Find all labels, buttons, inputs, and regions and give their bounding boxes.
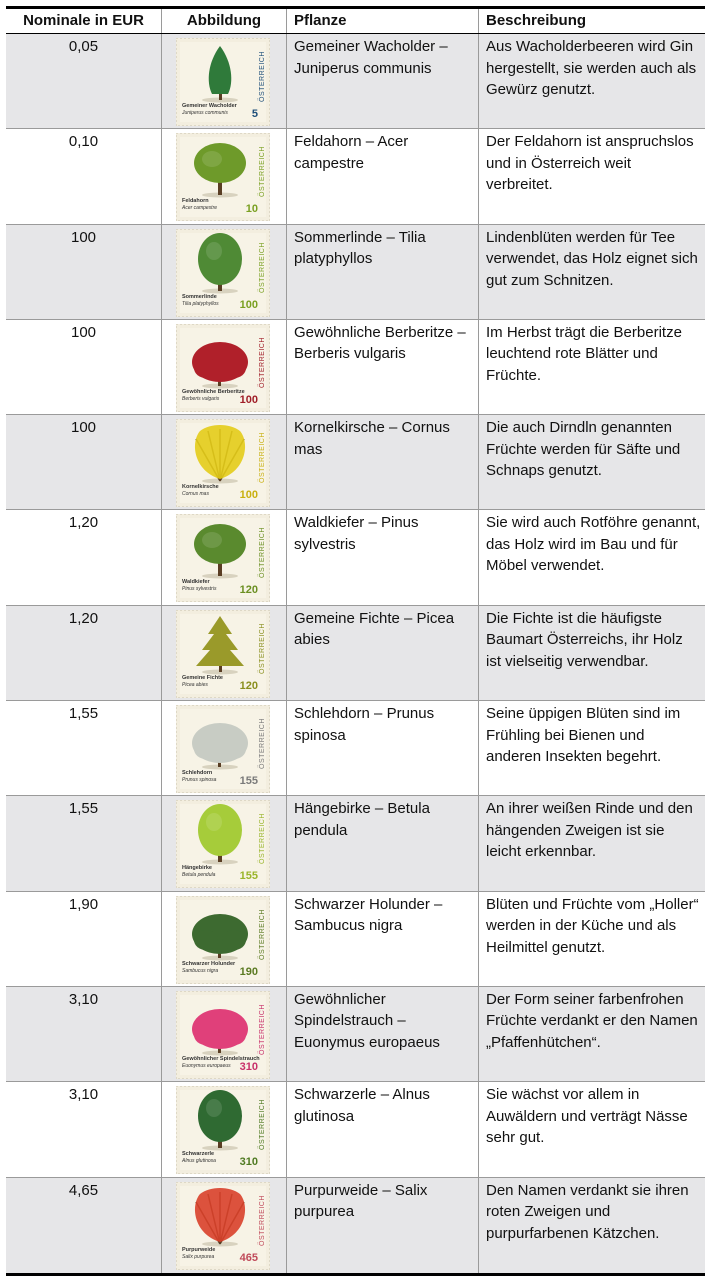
stamp-common-name: Gewöhnlicher Spindelstrauch: [182, 1055, 260, 1062]
plant-description: Die Fichte ist die häufigste Baumart Österreichs, ihr Holz ist vielseitig verwendbar.: [478, 606, 705, 700]
stamp-latin-name: Cornus mas: [182, 491, 209, 498]
stamp-cell: [161, 892, 286, 986]
stamp-denomination: 120: [239, 679, 258, 692]
stamp-cell: [161, 320, 286, 414]
stamp-cell: [161, 606, 286, 700]
stamp-image: [176, 800, 270, 888]
plant-name: Schwarzer Holunder – Sambucus nigra: [286, 892, 478, 986]
stamp-latin-name: Euonymus europaeus: [182, 1062, 231, 1069]
stamp-common-name: Gemeiner Wacholder: [182, 103, 237, 109]
header-abbildung: Abbildung: [161, 9, 286, 33]
stamp-denomination: 155: [239, 775, 258, 788]
stamp-image: [176, 896, 270, 984]
stamp-country: ÖSTERREICH: [259, 432, 266, 484]
stamp-latin-name: Berberis vulgaris: [182, 395, 220, 402]
table-row: [6, 1082, 705, 1177]
stamp-table: [6, 6, 705, 1276]
stamp-cell: [161, 510, 286, 604]
plant-description: Im Herbst trägt die Berberitze leuchtend rote Blätter und Früchte.: [478, 320, 705, 414]
plant-name: Hängebirke – Betula pendula: [286, 796, 478, 890]
nominal-value: 3,10: [68, 1086, 99, 1104]
plant-name: Kornelkirsche – Cornus mas: [286, 415, 478, 509]
stamp-country: ÖSTERREICH: [259, 908, 266, 960]
stamp-latin-name: Juniperus communis: [182, 110, 228, 116]
plant-description: Die auch Dirndln genannten Früchte werden für Säfte und Schnaps genutzt.: [478, 415, 705, 509]
stamp-country: ÖSTERREICH: [259, 51, 266, 102]
plant-description: Sie wächst vor allem in Auwäldern und verträgt Nässe sehr gut.: [478, 1082, 705, 1176]
table-row: [6, 892, 705, 987]
plant-name: Waldkiefer – Pinus sylvestris: [286, 510, 478, 604]
stamp-common-name: Schlehdorn: [182, 770, 213, 777]
nominal-value: 100: [70, 323, 97, 341]
stamp-cell: [161, 129, 286, 223]
stamp-country: ÖSTERREICH: [259, 1099, 266, 1151]
plant-name: Gemeiner Wacholder – Juniperus communis: [286, 34, 478, 128]
stamp-common-name: Schwarzer Holunder: [182, 960, 236, 967]
stamp-denomination: 100: [239, 298, 258, 311]
stamp-denomination: 465: [239, 1251, 258, 1264]
stamp-latin-name: Betula pendula: [182, 872, 216, 879]
stamp-cell: [161, 34, 286, 128]
stamp-image: [176, 38, 270, 126]
stamp-image: [176, 1182, 270, 1270]
table-row: [6, 701, 705, 796]
stamp-denomination: 100: [239, 489, 258, 502]
stamp-latin-name: Tilia platyphyllos: [182, 300, 219, 307]
stamp-image: [176, 229, 270, 317]
stamp-latin-name: Prunus spinosa: [182, 777, 217, 784]
stamp-denomination: 100: [239, 393, 258, 406]
stamp-denomination: 10: [245, 203, 258, 216]
plant-description: Seine üppigen Blüten sind im Frühling bei Bienen und anderen Insekten begehrt.: [478, 701, 705, 795]
stamp-country: ÖSTERREICH: [259, 336, 266, 388]
stamp-country: ÖSTERREICH: [259, 813, 266, 865]
table-row: [6, 129, 705, 224]
nominal-value: 1,20: [68, 609, 99, 627]
header-beschreibung: Beschreibung: [478, 9, 705, 33]
stamp-country: ÖSTERREICH: [259, 1004, 266, 1055]
stamp-common-name: Gewöhnliche Berberitze: [182, 388, 245, 395]
stamp-image: [176, 419, 270, 507]
table-body: [6, 34, 705, 1273]
plant-description: Der Form seiner farbenfrohen Früchte verdankt er den Namen „Pfaffenhütchen“.: [478, 987, 705, 1081]
stamp-common-name: Gemeine Fichte: [182, 674, 223, 681]
plant-description: An ihrer weißen Rinde und den hängenden Zweigen ist sie leicht erkennbar.: [478, 796, 705, 890]
stamp-image: [176, 133, 270, 221]
nominal-value: 1,55: [68, 705, 99, 723]
stamp-latin-name: Pinus sylvestris: [182, 586, 217, 593]
stamp-denomination: 190: [239, 965, 258, 978]
table-row: [6, 1178, 705, 1273]
stamp-country: ÖSTERREICH: [259, 146, 266, 198]
plant-name: Gewöhnliche Berberitze – Berberis vulgaris: [286, 320, 478, 414]
table-row: [6, 510, 705, 605]
stamp-cell: [161, 1178, 286, 1273]
stamp-common-name: Waldkiefer: [182, 579, 210, 586]
stamp-latin-name: Sambucus nigra: [182, 967, 219, 974]
nominal-value: 1,90: [68, 895, 99, 913]
plant-name: Gemeine Fichte – Picea abies: [286, 606, 478, 700]
stamp-common-name: Kornelkirsche: [182, 484, 219, 491]
stamp-denomination: 310: [239, 1060, 258, 1073]
stamp-denomination: 155: [239, 870, 258, 883]
stamp-latin-name: Alnus glutinosa: [182, 1158, 216, 1165]
table-row: [6, 415, 705, 510]
stamp-cell: [161, 987, 286, 1081]
plant-name: Feldahorn – Acer campestre: [286, 129, 478, 223]
nominal-value: 4,65: [68, 1181, 99, 1199]
stamp-cell: [161, 225, 286, 319]
table-header: [6, 9, 705, 34]
nominal-value: 100: [70, 228, 97, 246]
stamp-image: [176, 514, 270, 602]
table-row: [6, 987, 705, 1082]
stamp-image: [176, 1086, 270, 1174]
plant-description: Den Namen verdankt sie ihren roten Zweigen und purpurfarbenen Kätzchen.: [478, 1178, 705, 1273]
stamp-latin-name: Salix purpurea: [182, 1253, 215, 1260]
stamp-latin-name: Picea abies: [182, 681, 208, 688]
stamp-common-name: Purpurweide: [182, 1246, 216, 1253]
stamp-image: [176, 324, 270, 412]
plant-description: Sie wird auch Rotföhre genannt, das Holz wird im Bau und für Möbel verwendet.: [478, 510, 705, 604]
stamp-denomination: 120: [239, 584, 258, 597]
stamp-denomination: 310: [239, 1156, 258, 1169]
nominal-value: 0,10: [68, 133, 99, 151]
table-row: [6, 34, 705, 129]
plant-name: Purpurweide – Salix purpurea: [286, 1178, 478, 1273]
table-row: [6, 606, 705, 701]
stamp-denomination: 5: [251, 108, 258, 120]
plant-name: Schlehdorn – Prunus spinosa: [286, 701, 478, 795]
header-pflanze: Pflanze: [286, 9, 478, 33]
nominal-value: 100: [70, 419, 97, 437]
plant-name: Schwarzerle – Alnus glutinosa: [286, 1082, 478, 1176]
stamp-country: ÖSTERREICH: [259, 718, 266, 770]
plant-name: Sommerlinde – Tilia platyphyllos: [286, 225, 478, 319]
nominal-value: 1,20: [68, 514, 99, 532]
stamp-image: [176, 610, 270, 698]
stamp-cell: [161, 796, 286, 890]
stamp-cell: [161, 415, 286, 509]
stamp-country: ÖSTERREICH: [259, 1194, 266, 1246]
header-nominale: Nominale in EUR: [23, 12, 144, 29]
stamp-image: [176, 705, 270, 793]
table-row: [6, 320, 705, 415]
nominal-value: 0,05: [68, 38, 99, 55]
stamp-cell: [161, 1082, 286, 1176]
stamp-country: ÖSTERREICH: [259, 622, 266, 674]
plant-name: Gewöhnlicher Spindelstrauch – Euonymus europaeus: [286, 987, 478, 1081]
table-row: [6, 796, 705, 891]
stamp-common-name: Hängebirke: [182, 865, 212, 872]
stamp-common-name: Feldahorn: [182, 198, 209, 205]
nominal-value: 1,55: [68, 800, 99, 818]
stamp-latin-name: Acer campestre: [182, 205, 218, 212]
table-row: [6, 225, 705, 320]
stamp-country: ÖSTERREICH: [259, 527, 266, 579]
stamp-common-name: Schwarzerle: [182, 1151, 215, 1158]
plant-description: Lindenblüten werden für Tee verwendet, das Holz eignet sich gut zum Schnitzen.: [478, 225, 705, 319]
plant-description: Blüten und Früchte vom „Holler“ werden in der Küche und als Heilmittel genutzt.: [478, 892, 705, 986]
nominal-value: 3,10: [68, 990, 99, 1008]
plant-description: Der Feldahorn ist anspruchslos und in Österreich weit verbreitet.: [478, 129, 705, 223]
stamp-common-name: Sommerlinde: [182, 293, 217, 300]
stamp-cell: [161, 701, 286, 795]
stamp-country: ÖSTERREICH: [259, 241, 266, 293]
plant-description: Aus Wacholderbeeren wird Gin hergestellt, sie werden auch als Gewürz genutzt.: [478, 34, 705, 128]
stamp-image: [176, 991, 270, 1079]
